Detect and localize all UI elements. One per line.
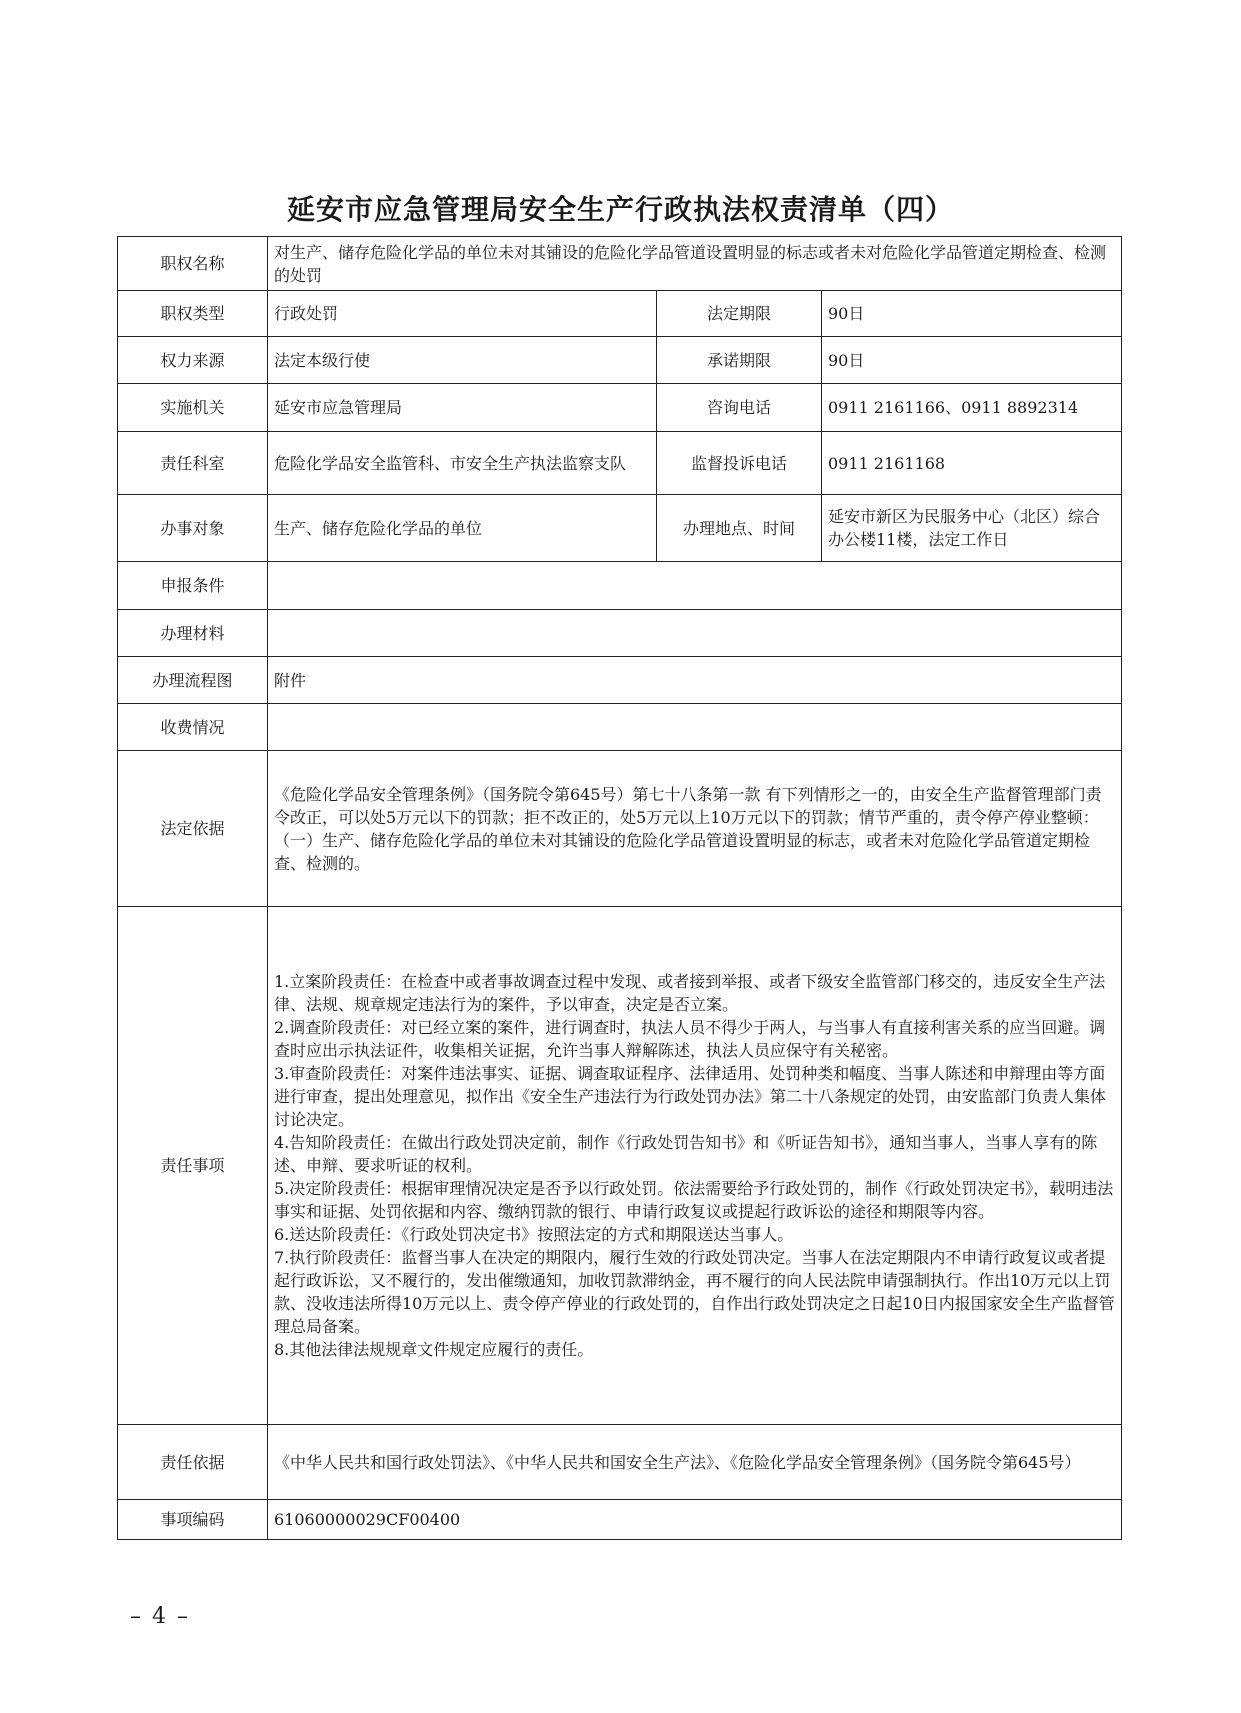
- label-flow: 办理流程图: [118, 657, 268, 704]
- row-basis: [118, 751, 1122, 907]
- row-source: [118, 337, 1122, 384]
- label-fees: 收费情况: [118, 704, 268, 751]
- value-complaint-phone: 0911 2161168: [822, 432, 1122, 495]
- value-legal-period: 90日: [822, 291, 1122, 337]
- label-legal-period: 法定期限: [657, 291, 822, 337]
- row-code: [118, 1500, 1122, 1540]
- value-name: 对生产、储存危险化学品的单位未对其铺设的危险化学品管道设置明显的标志或者未对危险化学品管道定期检查、检测的处罚: [268, 237, 1122, 291]
- value-type: 行政处罚: [268, 291, 657, 337]
- value-flow: 附件: [268, 657, 1122, 704]
- value-promise-period: 90日: [822, 337, 1122, 384]
- row-fees: [118, 704, 1122, 751]
- label-type: 职权类型: [118, 291, 268, 337]
- value-conditions: [268, 562, 1122, 610]
- row-flow: [118, 657, 1122, 704]
- label-agency: 实施机关: [118, 384, 268, 432]
- row-dept: [118, 432, 1122, 495]
- document-title: 延安市应急管理局安全生产行政执法权责清单（四）: [286, 193, 954, 226]
- value-agency: 延安市应急管理局: [268, 384, 657, 432]
- value-materials: [268, 610, 1122, 657]
- label-materials: 办理材料: [118, 610, 268, 657]
- label-duty-basis: 责任依据: [118, 1425, 268, 1500]
- value-duty-basis: 《中华人民共和国行政处罚法》、《中华人民共和国安全生产法》、《危险化学品安全管理条例》（国务院令第645号）: [268, 1425, 1122, 1500]
- value-dept: 危险化学品安全监管科、市安全生产执法监察支队: [268, 432, 657, 495]
- label-source: 权力来源: [118, 337, 268, 384]
- row-duty-basis: [118, 1425, 1122, 1500]
- row-conditions: [118, 562, 1122, 610]
- label-location-time: 办理地点、时间: [657, 495, 822, 562]
- value-source: 法定本级行使: [268, 337, 657, 384]
- label-complaint-phone: 监督投诉电话: [657, 432, 822, 495]
- value-duties: 1.立案阶段责任：在检查中或者事故调查过程中发现、或者接到举报、或者下级安全监管部门移交的，违反安全生产法律、法规、规章规定违法行为的案件，予以审查，决定是否立案。 2.调查阶段责任：对已经立案的案件，进行调查时，执法人员不得少于两人，与当事人有直接利害关系的应当回避。调查时应出示执法证件，收集相关证据，允许当事人辩解陈述，执法人员应保守有关秘密。 3.审查阶段责任：对案件违法事实、证据、调查取证程序、法律适用、处罚种类和幅度、当事人陈述和申辩理由等方面进行审查，提出处理意见，拟作出《安全生产违法行为行政处罚办法》第二十八条规定的处罚，由安监部门负责人集体讨论决定。 4.告知阶段责任：在做出行政处罚决定前，制作《行政处罚告知书》和《听证告知书》，通知当事人，当事人享有的陈述、申辩、要求听证的权利。 5.决定阶段责任：根据审理情况决定是否予以行政处罚。依法需要给予行政处罚的，制作《行政处罚决定书》，载明违法事实和证据、处罚依据和内容、缴纳罚款的银行、申请行政复议或提起行政诉讼的途径和期限等内容。 6.送达阶段责任：《行政处罚决定书》按照法定的方式和期限送达当事人。 7.执行阶段责任：监督当事人在决定的期限内，履行生效的行政处罚决定。当事人在法定期限内不申请行政复议或者提起行政诉讼，又不履行的，发出催缴通知，加收罚款滞纳金，再不履行的向人民法院申请强制执行。作出10万元以上罚款、没收违法所得10万元以上、责令停产停业的行政处罚的，自作出行政处罚决定之日起10日内报国家安全生产监督管理总局备案。 8.其他法律法规规章文件规定应履行的责任。: [268, 907, 1122, 1425]
- label-consult-phone: 咨询电话: [657, 384, 822, 432]
- authority-list-table: [117, 236, 1122, 1540]
- label-target: 办事对象: [118, 495, 268, 562]
- value-location-time: 延安市新区为民服务中心（北区）综合办公楼11楼，法定工作日: [822, 495, 1122, 562]
- label-promise-period: 承诺期限: [657, 337, 822, 384]
- label-conditions: 申报条件: [118, 562, 268, 610]
- value-fees: [268, 704, 1122, 751]
- row-target: [118, 495, 1122, 562]
- page-number: – 4 –: [130, 1604, 190, 1629]
- row-agency: [118, 384, 1122, 432]
- row-duties: [118, 907, 1122, 1425]
- row-name: [118, 237, 1122, 291]
- value-consult-phone: 0911 2161166、0911 8892314: [822, 384, 1122, 432]
- value-basis: 《危险化学品安全管理条例》（国务院令第645号）第七十八条第一款 有下列情形之一的，由安全生产监督管理部门责令改正，可以处5万元以下的罚款；拒不改正的，处5万元以上10万元以下的罚款；情节严重的，责令停产停业整顿：（一）生产、储存危险化学品的单位未对其铺设的危险化学品管道设置明显的标志，或者未对危险化学品管道定期检查、检测的。: [268, 751, 1122, 907]
- value-target: 生产、储存危险化学品的单位: [268, 495, 657, 562]
- row-materials: [118, 610, 1122, 657]
- label-dept: 责任科室: [118, 432, 268, 495]
- value-code: 61060000029CF00400: [268, 1500, 1122, 1540]
- row-type: [118, 291, 1122, 337]
- label-code: 事项编码: [118, 1500, 268, 1540]
- label-name: 职权名称: [118, 237, 268, 291]
- label-duties: 责任事项: [118, 907, 268, 1425]
- label-basis: 法定依据: [118, 751, 268, 907]
